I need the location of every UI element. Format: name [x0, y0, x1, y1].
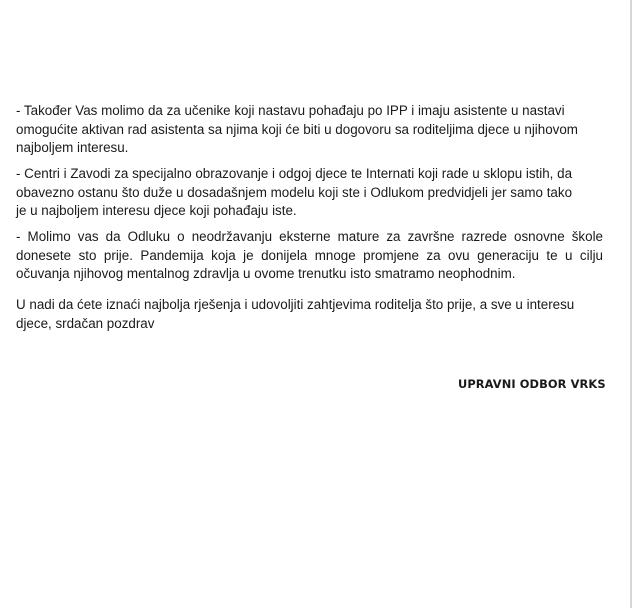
paragraph-teaching-assistants: [16, 102, 620, 158]
paragraph-line: je u najboljem interesu djece koji pohađaju iste.: [16, 203, 297, 218]
paragraph-line: obavezno ostanu što duže u dosadašnjem modelu koji ste i Odlukom predvidjeli jer samo tako: [16, 184, 573, 200]
paragraph-line: očuvanja njihovog mentalnog zdravlja u ovome trenutku isto smatramo neophodnim.: [16, 266, 516, 281]
paragraph-line: djece, srdačan pozdrav: [16, 315, 155, 331]
paragraph-line: omogućite aktivan rad asistenta sa njima koji će biti u dogovoru sa roditeljima djece u njihovom: [16, 121, 578, 137]
paragraph-line: U nadi da ćete iznaći najbolja rješenja i udovoljiti zahtjevima roditelja što prije, a sve u interesu: [16, 297, 575, 312]
paragraph-line: - Molimo vas da Odluku o neodržavanju eksterne mature za završne razrede osnovne škole: [16, 229, 603, 244]
paragraph-line: - Također Vas molimo da za učenike koji nastavu pohađaju po IPP i imaju asistente u nastavi: [16, 103, 565, 118]
paragraph-external-exam: [16, 228, 620, 284]
paragraph-special-education-centers: [16, 165, 620, 221]
paragraph-line: - Centri i Zavodi za specijalno obrazovanje i odgoj djece te Internati koji rade u sklopu istih, da: [16, 166, 573, 181]
signature: UPRAVNI ODBOR VRKS: [458, 377, 606, 391]
paragraph-closing: [16, 296, 620, 333]
paragraph-line: donesete sto prije. Pandemija koja je donijela mnoge promjene za ovu generaciju te u cilju: [16, 247, 603, 263]
paragraph-line: najboljem interesu.: [16, 140, 129, 155]
